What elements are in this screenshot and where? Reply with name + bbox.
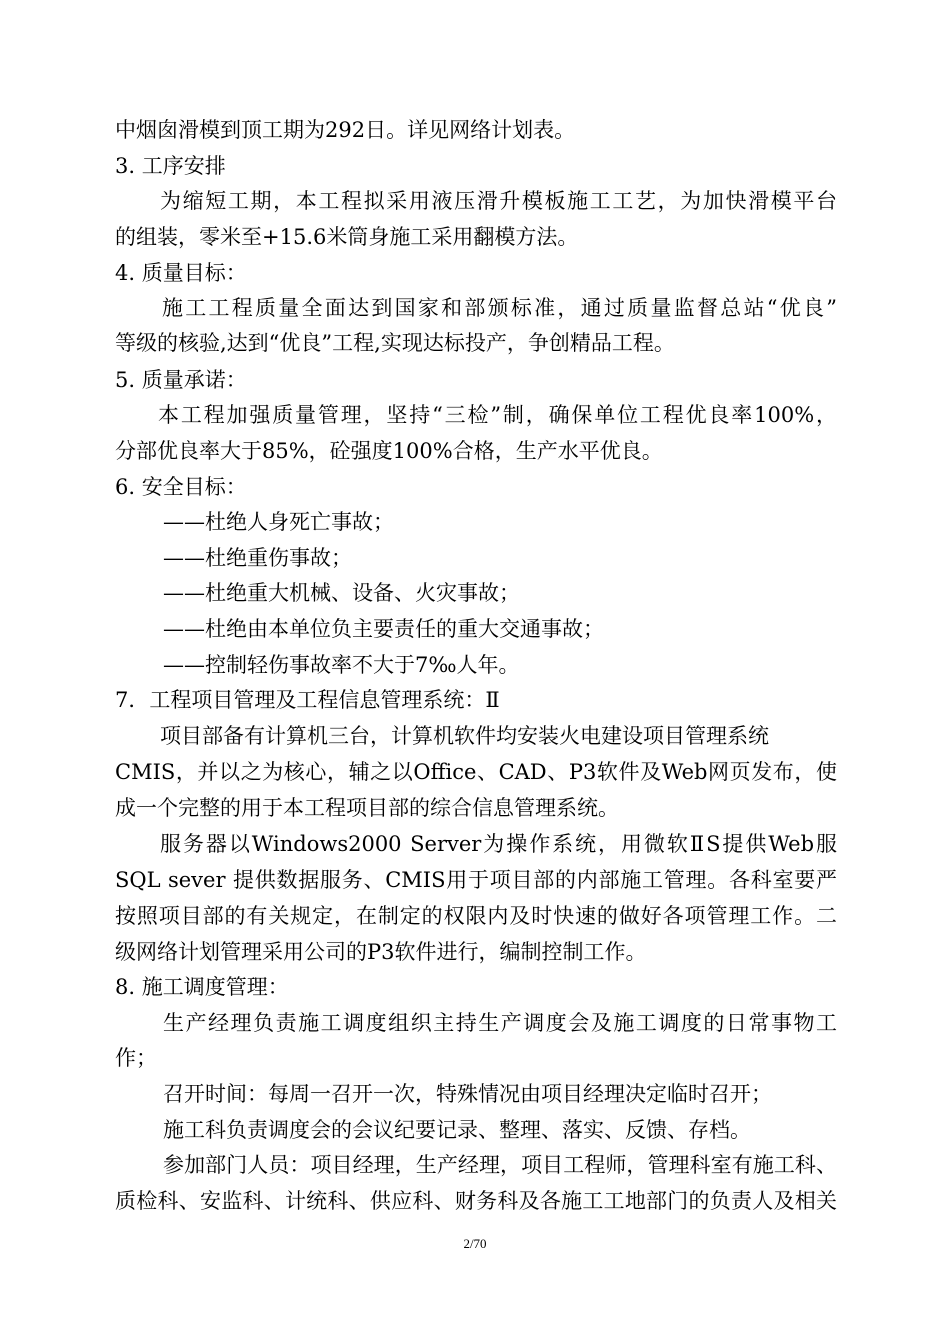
text-line: 项目部备有计算机三台，计算机软件均安装火电建设项目管理系统: [160, 724, 769, 748]
list-item: ——杜绝由本单位负主要责任的重大交通事故；: [163, 617, 604, 641]
section-heading: 7．工程项目管理及工程信息管理系统：Ⅱ: [115, 688, 500, 712]
text-line: 本工程加强质量管理，坚持“三检”制，确保单位工程优良率100%，: [158, 403, 837, 427]
text-line: 等级的核验,达到“优良”工程,实现达标投产，争创精品工程。: [115, 331, 675, 355]
list-item: ——杜绝重大机械、设备、火灾事故；: [163, 581, 520, 605]
list-item: ——控制轻伤事故率不大于7‰人年。: [163, 653, 520, 677]
text-line: 参加部门人员：项目经理，生产经理，项目工程师，管理科室有施工科、: [163, 1153, 837, 1177]
text-line: 按照项目部的有关规定，在制定的权限内及时快速的做好各项管理工作。二: [115, 904, 837, 928]
text-line: 的组装，零米至+15.6米筒身施工采用翻模方法。: [115, 225, 579, 249]
text-line: 召开时间：每周一召开一次，特殊情况由项目经理决定临时召开；: [163, 1082, 772, 1106]
text-line: 施工科负责调度会的会议纪要记录、整理、落实、反馈、存档。: [163, 1118, 751, 1142]
section-heading: 8. 施工调度管理：: [115, 975, 289, 999]
text-line: 成一个完整的用于本工程项目部的综合信息管理系统。: [115, 796, 619, 820]
text-line: 质检科、安监科、计统科、供应科、财务科及各施工工地部门的负责人及相关: [115, 1189, 837, 1213]
text-line: SQL sever 提供数据服务、CMIS用于项目部的内部施工管理。各科室要严: [115, 868, 837, 892]
text-line: 服务器以Windows2000 Server为操作系统，用微软ⅡS提供Web服: [160, 832, 837, 856]
list-item: ——杜绝人身死亡事故；: [163, 510, 394, 534]
text-line: 作；: [115, 1046, 157, 1070]
text-line: CMIS，并以之为核心，辅之以Office、CAD、P3软件及Web网页发布，使: [115, 760, 837, 784]
section-heading: 6. 安全目标：: [115, 475, 247, 499]
section-heading: 3. 工序安排: [115, 154, 226, 178]
section-heading: 4. 质量目标：: [115, 261, 247, 285]
text-line: 生产经理负责施工调度组织主持生产调度会及施工调度的日常事物工: [163, 1011, 837, 1035]
text-line: 为缩短工期，本工程拟采用液压滑升模板施工工艺，为加快滑模平台: [160, 189, 837, 213]
text-line: 施工工程质量全面达到国家和部颁标准，通过质量监督总站“优良”: [162, 296, 837, 320]
list-item: ——杜绝重伤事故；: [163, 546, 352, 570]
page-number: 2/70: [463, 1236, 487, 1251]
section-heading: 5. 质量承诺：: [115, 368, 247, 392]
text-line: 中烟囱滑模到顶工期为292日。详见网络计划表。: [115, 118, 576, 142]
text-line: 级网络计划管理采用公司的P3软件进行，编制控制工作。: [115, 940, 647, 964]
text-line: 分部优良率大于85%，砼强度100%合格，生产水平优良。: [115, 439, 663, 463]
